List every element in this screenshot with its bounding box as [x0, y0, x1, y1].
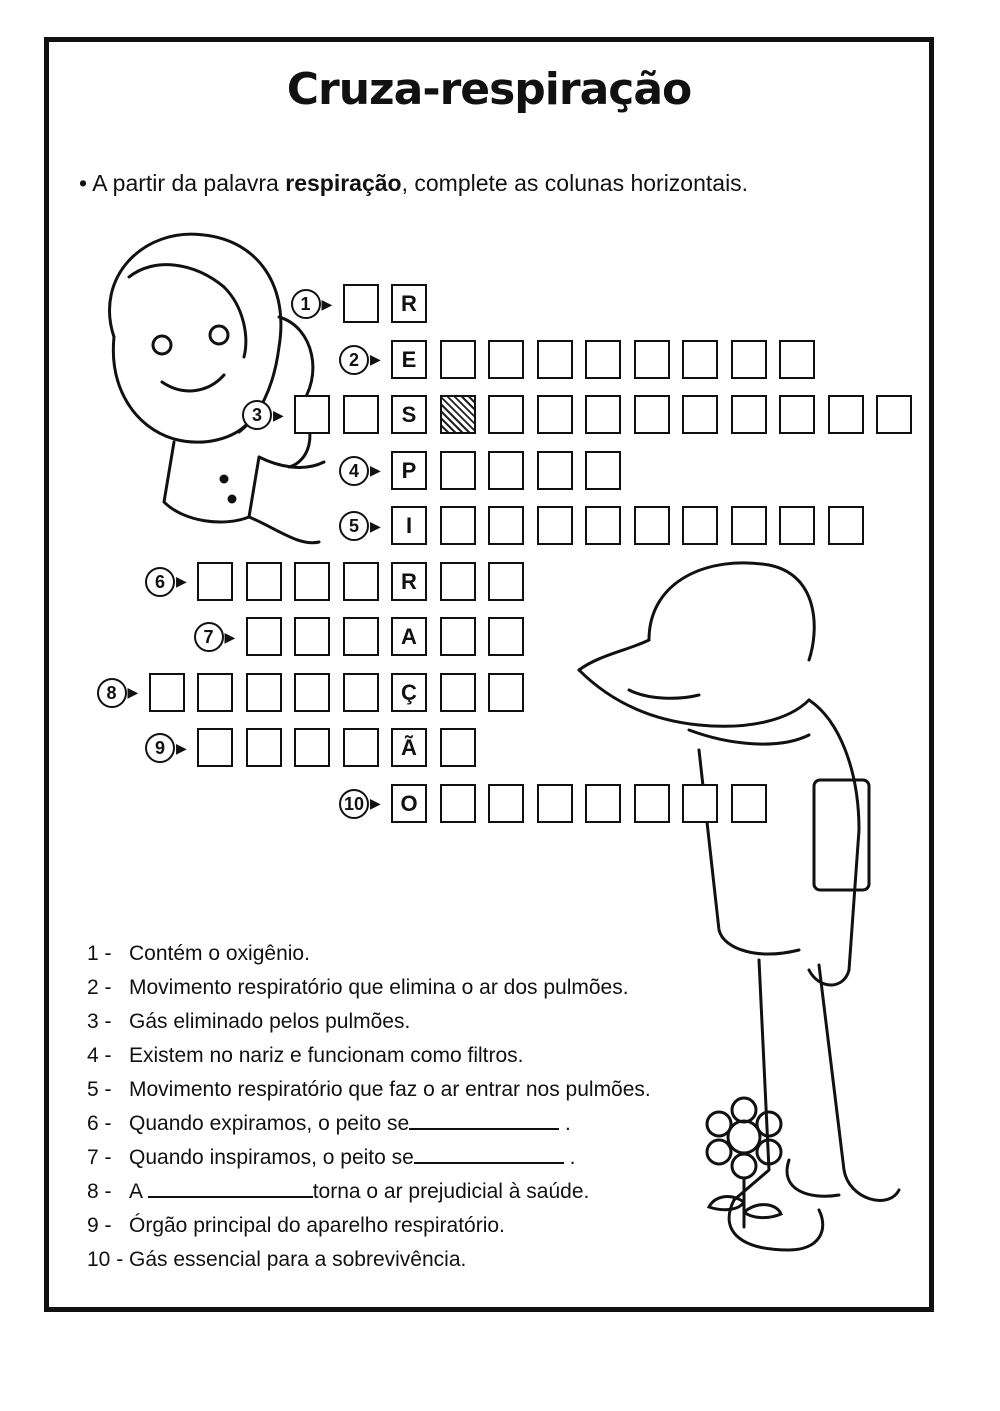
answer-blank[interactable] — [414, 1142, 564, 1164]
crossword-cell[interactable] — [537, 340, 573, 379]
instruction-keyword: respiração — [285, 170, 402, 196]
arrow-right-icon: ▶ — [176, 573, 187, 589]
answer-blank[interactable] — [148, 1176, 313, 1198]
row-number-label — [339, 509, 381, 543]
clue-number: 6 - — [87, 1112, 112, 1135]
page-title: Cruza-respiração — [286, 64, 692, 115]
clue-item — [87, 971, 651, 1005]
clue-text: Contém o oxigênio. — [129, 942, 310, 965]
crossword-cell[interactable] — [440, 784, 476, 823]
crossword-cell[interactable] — [488, 673, 524, 712]
row-number: 6 — [145, 567, 175, 597]
row-number-label — [242, 398, 284, 432]
row-number-label — [339, 343, 381, 377]
crossword-cell[interactable] — [634, 340, 670, 379]
crossword-cell[interactable] — [440, 617, 476, 656]
crossword-cell[interactable] — [585, 506, 621, 545]
crossword-cell[interactable] — [440, 506, 476, 545]
row-number-label — [339, 454, 381, 488]
crossword-cell[interactable] — [682, 395, 718, 434]
row-number-label — [291, 287, 333, 321]
clue-number: 1 - — [87, 942, 112, 965]
clue-number: 9 - — [87, 1214, 112, 1237]
crossword-cell[interactable] — [828, 506, 864, 545]
arrow-right-icon: ▶ — [321, 295, 333, 312]
arrow-right-icon: ▶ — [224, 628, 236, 645]
bullet-icon: • — [79, 170, 88, 196]
crossword-key-letter: I — [391, 506, 427, 545]
crossword-cell[interactable] — [682, 340, 718, 379]
clue-text-after: . — [559, 1112, 571, 1135]
crossword-key-letter: R — [391, 562, 427, 601]
crossword-cell[interactable] — [585, 451, 621, 490]
clue-list — [87, 937, 651, 1277]
crossword-cell[interactable] — [634, 784, 670, 823]
crossword-cell[interactable] — [294, 562, 330, 601]
crossword-cell[interactable] — [246, 673, 282, 712]
crossword-cell[interactable] — [488, 506, 524, 545]
clue-item — [87, 1073, 651, 1107]
crossword-key-letter: R — [391, 284, 427, 323]
arrow-right-icon: ▶ — [176, 739, 187, 756]
clue-number: 5 - — [87, 1078, 112, 1101]
crossword-cell[interactable] — [682, 506, 718, 545]
crossword-cell[interactable] — [779, 340, 815, 379]
crossword-cell[interactable] — [294, 728, 330, 767]
row-number-label — [97, 676, 139, 710]
clue-item — [87, 1175, 651, 1209]
row-number-label — [194, 620, 236, 654]
worksheet-frame — [44, 37, 934, 1312]
clue-text: Existem no nariz e funcionam como filtros. — [129, 1044, 524, 1067]
crossword-cell[interactable] — [779, 506, 815, 545]
crossword-key-letter: P — [391, 451, 427, 490]
row-number: 5 — [339, 511, 369, 541]
clue-text: Movimento respiratório que faz o ar entrar nos pulmões. — [129, 1078, 651, 1101]
crossword-cell[interactable] — [294, 673, 330, 712]
clue-text: Gás eliminado pelos pulmões. — [129, 1010, 411, 1033]
crossword-cell[interactable] — [294, 395, 330, 434]
crossword-cell[interactable] — [343, 395, 379, 434]
row-number-label — [145, 565, 187, 599]
arrow-right-icon: ▶ — [273, 406, 284, 423]
crossword-cell[interactable] — [246, 617, 282, 656]
clue-item — [87, 1141, 651, 1175]
answer-blank[interactable] — [409, 1108, 559, 1130]
crossword-cell[interactable] — [343, 673, 379, 712]
clue-item — [87, 1209, 651, 1243]
crossword-cell[interactable] — [343, 284, 379, 323]
crossword-key-letter: O — [391, 784, 427, 823]
crossword-cell[interactable] — [537, 506, 573, 545]
crossword-cell[interactable] — [440, 562, 476, 601]
crossword-key-letter: A — [391, 617, 427, 656]
crossword-cell[interactable] — [585, 395, 621, 434]
arrow-right-icon: ▶ — [127, 684, 139, 700]
crossword-cell[interactable] — [440, 728, 476, 767]
clue-item — [87, 937, 651, 971]
crossword-cell[interactable] — [440, 673, 476, 712]
crossword-cell[interactable] — [731, 784, 767, 823]
row-number-label — [145, 731, 187, 765]
arrow-right-icon: ▶ — [370, 462, 381, 478]
row-number: 9 — [145, 733, 175, 763]
crossword-cell[interactable] — [197, 673, 233, 712]
row-number: 1 — [291, 289, 321, 319]
clue-item — [87, 1243, 651, 1277]
instruction-before: A partir da palavra — [92, 170, 286, 196]
crossword-cell[interactable] — [343, 562, 379, 601]
crossword-key-letter: Ç — [391, 673, 427, 712]
crossword-cell[interactable] — [343, 617, 379, 656]
crossword-cell[interactable] — [585, 784, 621, 823]
crossword-cell[interactable] — [343, 728, 379, 767]
arrow-right-icon: ▶ — [370, 517, 381, 534]
crossword-cell[interactable] — [585, 340, 621, 379]
crossword-cell-shaded — [440, 395, 476, 434]
row-number: 2 — [339, 345, 369, 375]
clue-number: 2 - — [87, 976, 112, 999]
clue-text-after: . — [563, 1146, 576, 1169]
crossword-cell[interactable] — [488, 451, 524, 490]
arrow-right-icon: ▶ — [370, 351, 381, 367]
clue-text-after: torna o ar prejudicial à saúde. — [312, 1180, 590, 1203]
row-number: 10 — [339, 789, 369, 819]
crossword-cell[interactable] — [828, 395, 864, 434]
crossword-cell[interactable] — [731, 506, 767, 545]
crossword-cell[interactable] — [488, 617, 524, 656]
crossword-cell[interactable] — [537, 395, 573, 434]
crossword-cell[interactable] — [488, 562, 524, 601]
clue-number: 10 - — [87, 1248, 124, 1271]
clue-item — [87, 1039, 651, 1073]
crossword-cell[interactable] — [537, 784, 573, 823]
crossword-key-letter: Ã — [391, 728, 427, 767]
clue-text-before: Quando inspiramos, o peito se — [129, 1146, 414, 1169]
clue-item — [87, 1005, 651, 1039]
clue-number: 4 - — [87, 1044, 112, 1067]
crossword-cell[interactable] — [634, 506, 670, 545]
instruction-after: , complete as colunas horizontais. — [401, 170, 749, 196]
arrow-right-icon: ▶ — [370, 795, 381, 811]
clue-item — [87, 1107, 651, 1141]
crossword-cell[interactable] — [294, 617, 330, 656]
crossword-cell[interactable] — [731, 340, 767, 379]
row-number-label — [339, 787, 381, 821]
crossword-cell[interactable] — [197, 728, 233, 767]
clue-number: 3 - — [87, 1010, 112, 1033]
clue-text-before: A — [129, 1180, 148, 1203]
row-number: 4 — [339, 456, 369, 486]
crossword-cell[interactable] — [876, 395, 912, 434]
crossword-cell[interactable] — [488, 784, 524, 823]
crossword-cell[interactable] — [246, 728, 282, 767]
row-number: 8 — [97, 678, 127, 708]
crossword-cell[interactable] — [440, 340, 476, 379]
clue-text: Órgão principal do aparelho respiratório. — [129, 1214, 505, 1237]
row-number: 7 — [194, 622, 224, 652]
row-number: 3 — [242, 400, 272, 430]
crossword-cell[interactable] — [488, 340, 524, 379]
clue-text: Movimento respiratório que elimina o ar dos pulmões. — [129, 976, 629, 999]
crossword-cell[interactable] — [440, 451, 476, 490]
crossword-cell[interactable] — [197, 562, 233, 601]
crossword-cell[interactable] — [488, 395, 524, 434]
crossword-cell[interactable] — [682, 784, 718, 823]
crossword-cell[interactable] — [731, 395, 767, 434]
clue-text: Gás essencial para a sobrevivência. — [129, 1248, 467, 1271]
crossword-cell[interactable] — [779, 395, 815, 434]
clue-number: 8 - — [87, 1180, 112, 1203]
crossword-key-letter: E — [391, 340, 427, 379]
clue-number: 7 - — [87, 1146, 112, 1169]
crossword-cell[interactable] — [634, 395, 670, 434]
clue-text-before: Quando expiramos, o peito se — [129, 1112, 410, 1135]
crossword-cell[interactable] — [246, 562, 282, 601]
crossword-cell[interactable] — [537, 451, 573, 490]
crossword-cell[interactable] — [149, 673, 185, 712]
crossword-key-letter: S — [391, 395, 427, 434]
